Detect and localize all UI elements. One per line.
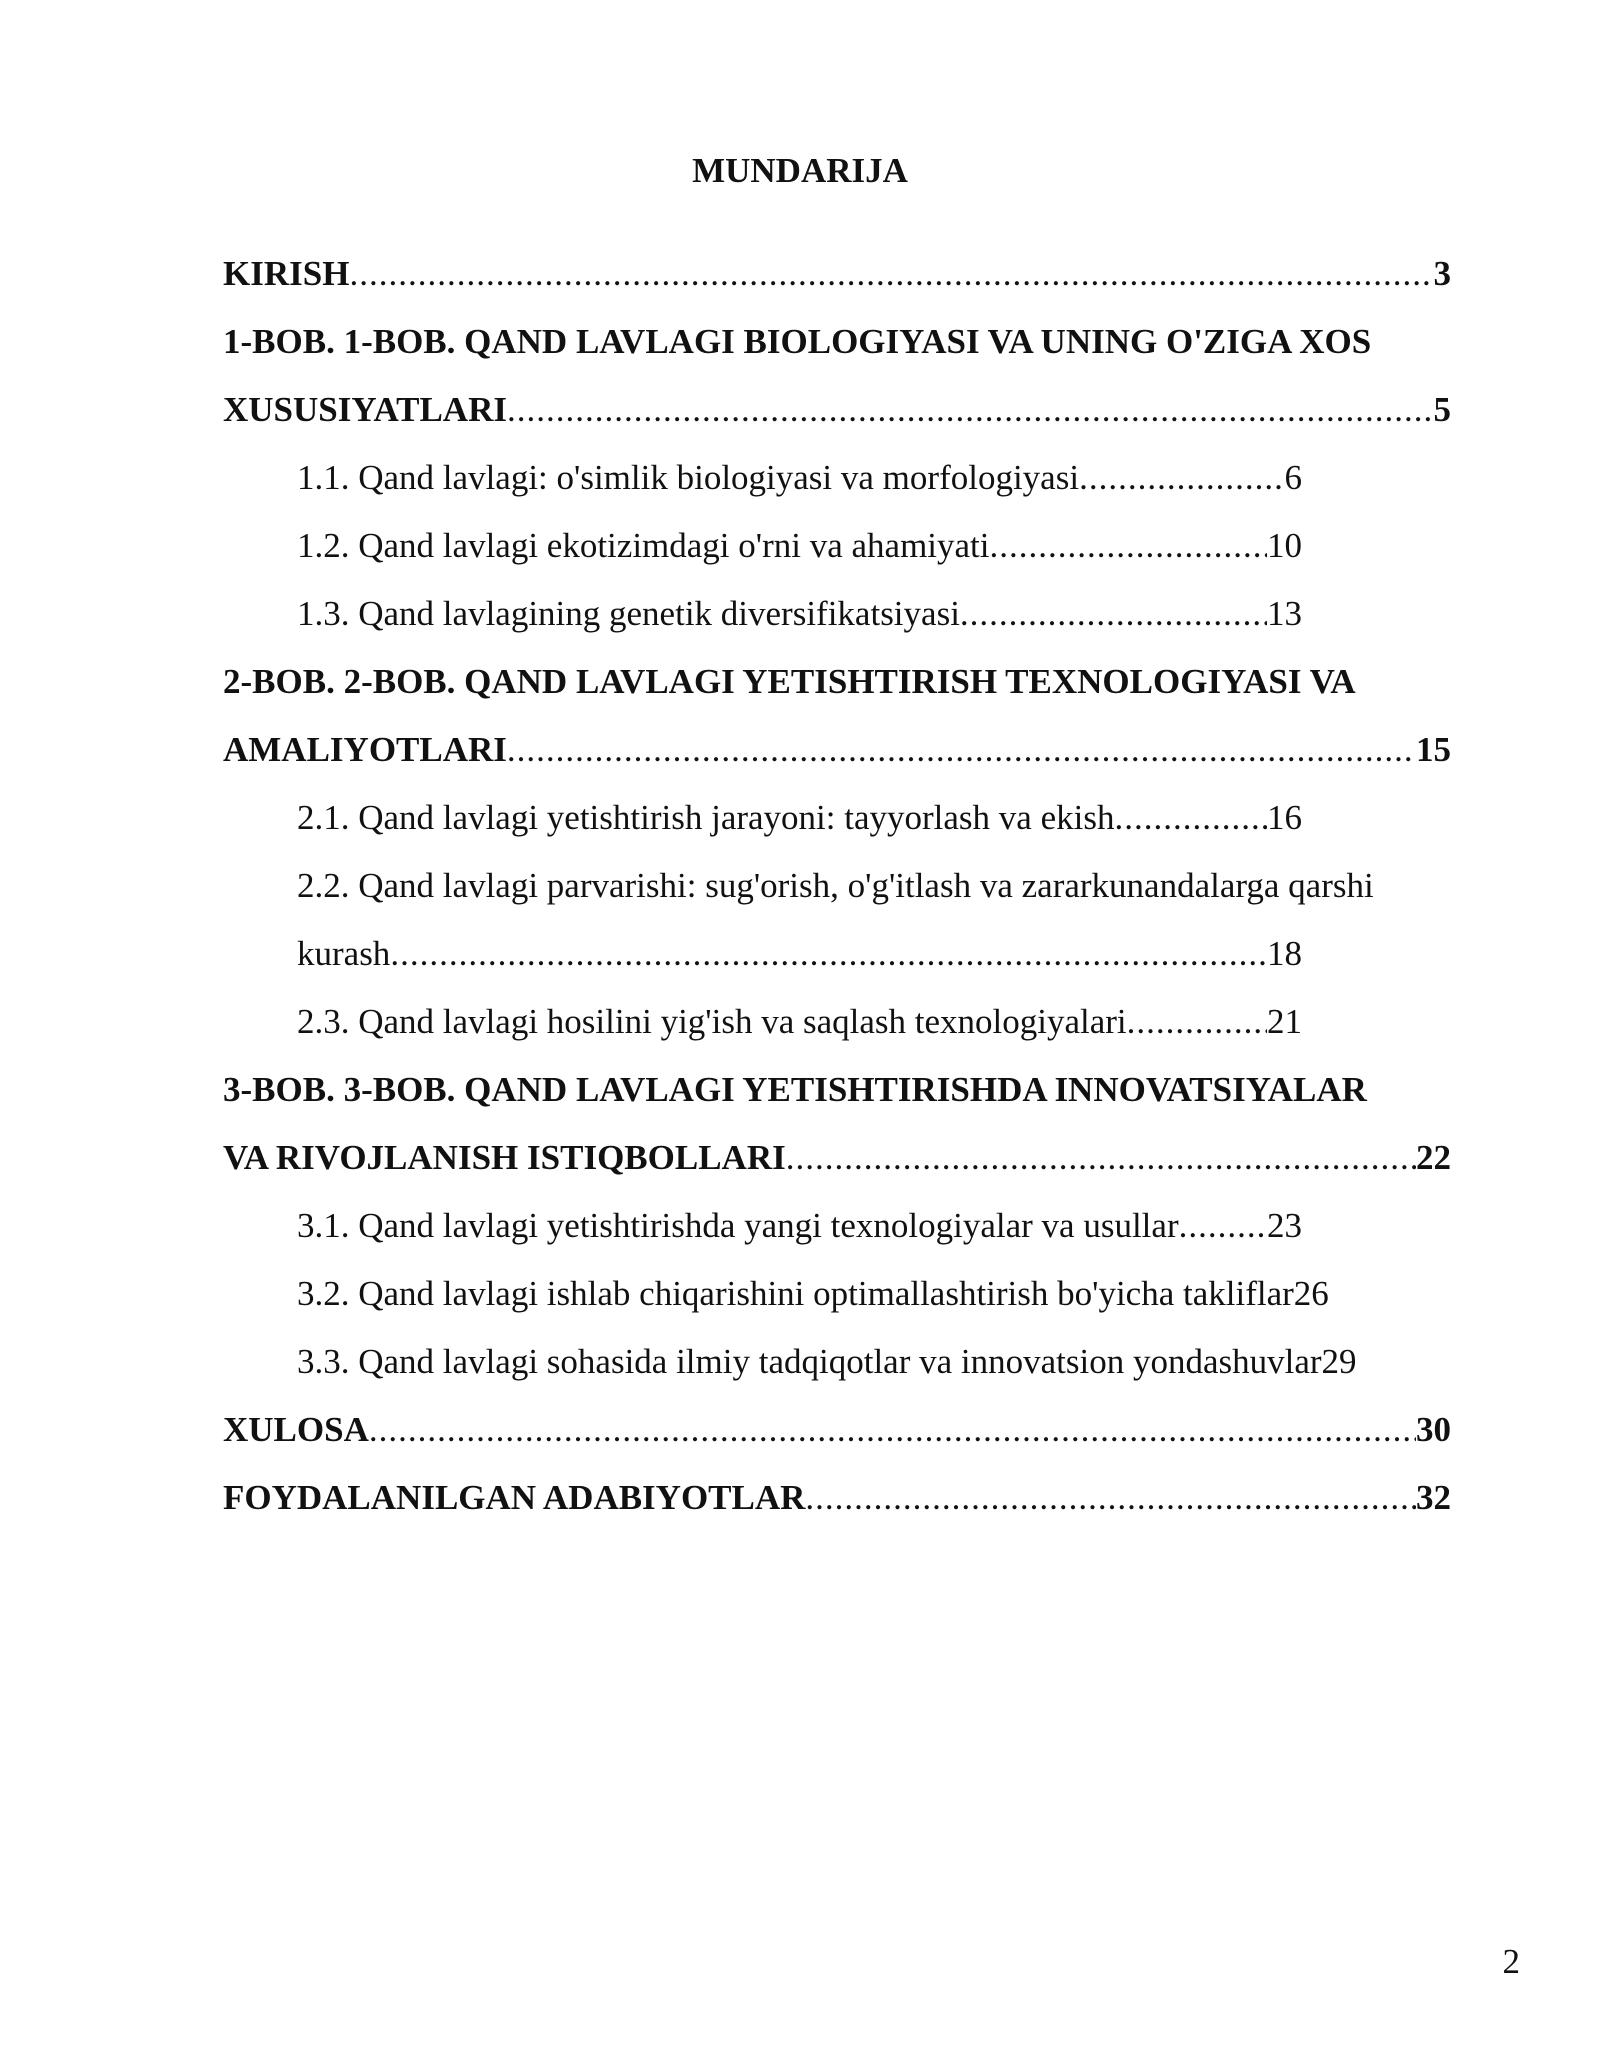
toc-page-number: 16 xyxy=(1267,798,1302,837)
toc-page-number: 5 xyxy=(1433,390,1451,429)
toc-page-number: 29 xyxy=(1321,1342,1357,1381)
toc-entry-title: FOYDALANILGAN ADABIYOTLAR xyxy=(223,1478,806,1517)
toc-entry-title: 2.3. Qand lavlagi hosilini yig'ish va saqlash texnologiyalari xyxy=(297,1002,1127,1041)
toc-entry-section-1-2[interactable] xyxy=(297,512,1302,580)
dot-leader xyxy=(990,512,1268,580)
toc-entry-chapter-2[interactable] xyxy=(223,648,1451,784)
toc-entry-title-continued: kurash xyxy=(297,934,391,973)
dot-leader xyxy=(349,240,1433,308)
dot-leader xyxy=(1127,988,1267,1056)
toc-page-number: 32 xyxy=(1416,1478,1451,1517)
toc-entry-title-continued: AMALIYOTLARI xyxy=(223,730,507,769)
toc-entry-title: 1.2. Qand lavlagi ekotizimdagi o'rni va ahamiyati xyxy=(297,526,990,565)
toc-page-number: 3 xyxy=(1433,254,1451,293)
toc-page-number: 26 xyxy=(1293,1274,1329,1313)
dot-leader xyxy=(369,1396,1416,1464)
toc-entry-title: 3.3. Qand lavlagi sohasida ilmiy tadqiqotlar va innovatsion yondashuvlar xyxy=(297,1342,1322,1381)
toc-entry-title: 3-BOB. 3-BOB. QAND LAVLAGI YETISHTIRISHDA INNOVATSIYALAR xyxy=(223,1070,1367,1109)
toc-entry-adabiyotlar[interactable] xyxy=(223,1464,1451,1532)
toc-entry-title: XULOSA xyxy=(223,1410,369,1449)
toc-page-number: 6 xyxy=(1284,458,1302,497)
dot-leader xyxy=(507,376,1434,444)
toc-entry-title: 2-BOB. 2-BOB. QAND LAVLAGI YETISHTIRISH TEXNOLOGIYASI VA xyxy=(223,662,1356,701)
toc-entry-title: 1.3. Qand lavlagining genetik diversifikatsiyasi xyxy=(297,594,960,633)
toc-entry-title: 2.1. Qand lavlagi yetishtirish jarayoni: tayyorlash va ekish xyxy=(297,798,1115,837)
toc-entry-title: 2.2. Qand lavlagi parvarishi: sug'orish, o'g'itlash va zararkunandalarga qarshi xyxy=(297,866,1374,905)
page-number: 2 xyxy=(1502,1942,1520,1981)
toc-entry-xulosa[interactable] xyxy=(223,1396,1451,1464)
toc-entry-title: KIRISH xyxy=(223,254,350,293)
toc-page-number: 30 xyxy=(1416,1410,1451,1449)
dot-leader xyxy=(1179,1192,1267,1260)
table-of-contents xyxy=(223,240,1451,1532)
toc-entry-title-continued: VA RIVOJLANISH ISTIQBOLLARI xyxy=(223,1138,786,1177)
toc-entry-kirish[interactable] xyxy=(223,240,1451,308)
toc-page-number: 13 xyxy=(1267,594,1302,633)
toc-page-number: 21 xyxy=(1267,1002,1302,1041)
toc-entry-section-3-1[interactable] xyxy=(297,1192,1302,1260)
toc-entry-section-2-1[interactable] xyxy=(297,784,1302,852)
dot-leader xyxy=(1114,784,1267,852)
toc-entry-section-2-3[interactable] xyxy=(297,988,1302,1056)
toc-entry-title-continued: XUSUSIYATLARI xyxy=(223,390,507,429)
toc-entry-title: 1.1. Qand lavlagi: o'simlik biologiyasi va morfologiyasi xyxy=(297,458,1080,497)
toc-entry-section-3-2[interactable] xyxy=(297,1260,1417,1328)
toc-entry-section-1-1[interactable] xyxy=(297,444,1302,512)
toc-entry-chapter-1[interactable] xyxy=(223,308,1451,444)
dot-leader xyxy=(805,1464,1416,1532)
toc-entry-chapter-3[interactable] xyxy=(223,1056,1451,1192)
toc-entry-section-2-2[interactable] xyxy=(297,852,1374,988)
toc-entry-title: 3.2. Qand lavlagi ishlab chiqarishini optimallashtirish bo'yicha takliflar xyxy=(297,1274,1294,1313)
dot-leader xyxy=(390,920,1267,988)
toc-entry-title: 3.1. Qand lavlagi yetishtirishda yangi texnologiyalar va usullar xyxy=(297,1206,1179,1245)
page-title: MUNDARIJA xyxy=(692,151,908,190)
dot-leader xyxy=(507,716,1416,784)
toc-entry-title: 1-BOB. 1-BOB. QAND LAVLAGI BIOLOGIYASI VA UNING O'ZIGA XOS xyxy=(223,322,1372,361)
toc-page-number: 22 xyxy=(1416,1138,1451,1177)
toc-page-number: 23 xyxy=(1267,1206,1302,1245)
dot-leader xyxy=(786,1124,1416,1192)
toc-entry-section-1-3[interactable] xyxy=(297,580,1302,648)
toc-page-number: 18 xyxy=(1267,934,1302,973)
toc-page-number: 15 xyxy=(1416,730,1451,769)
toc-entry-section-3-3[interactable] xyxy=(297,1328,1437,1396)
toc-page-number: 10 xyxy=(1267,526,1302,565)
dot-leader xyxy=(960,580,1267,648)
dot-leader xyxy=(1079,444,1284,512)
